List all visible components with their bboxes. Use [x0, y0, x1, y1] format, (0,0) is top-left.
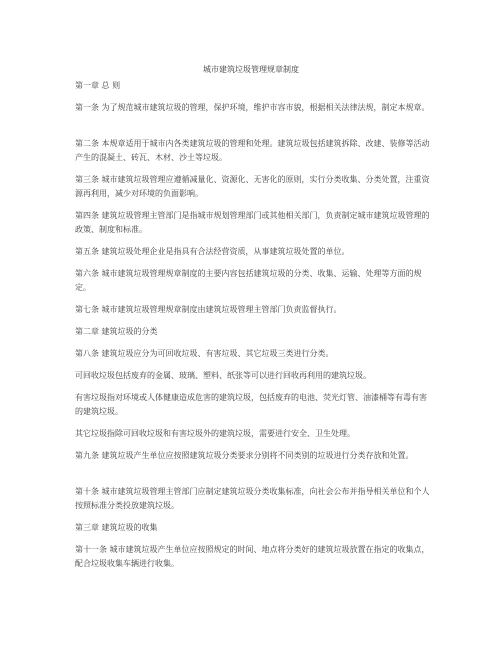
- article-paragraph: 第十条 城市建筑垃圾管理主管部门应制定建筑垃圾分类收集标准，向社会公布并指导相关单位和个人按照标准分类投放建筑垃圾。: [75, 487, 430, 510]
- article-paragraph: 其它垃圾指除可回收垃圾和有害垃圾外的建筑垃圾，需要进行安全、卫生处理。: [75, 429, 355, 438]
- document-title: 城市建筑垃圾管理规章制度: [203, 65, 299, 74]
- article-paragraph: 第三条 城市建筑垃圾管理应遵循减量化、资源化、无害化的原则，实行分类收集、分类处置，注重资源再利用，减少对环境的负面影响。: [75, 175, 430, 198]
- chapter-heading: 第三章 建筑垃圾的收集: [75, 523, 158, 532]
- article-paragraph: 第八条 建筑垃圾应分为可回收垃圾、有害垃圾、其它垃圾三类进行分类。: [75, 349, 334, 358]
- chapter-heading: 第一章 总 则: [75, 81, 121, 90]
- article-paragraph: 有害垃圾指对环境或人体健康造成危害的建筑垃圾，包括废弃的电池、荧光灯管、油漆桶等有毒有害的建筑垃圾。: [75, 393, 427, 416]
- article-paragraph: 第九条 建筑垃圾产生单位应按照建筑垃圾分类要求分别将不同类别的垃圾进行分类存放和处置。: [75, 451, 414, 460]
- article-paragraph: 第五条 建筑垃圾处理企业是指具有合法经营资质，从事建筑垃圾处置的单位。: [75, 247, 350, 256]
- article-paragraph: 第一条 为了规范城市建筑垃圾的管理，保护环境，维护市容市貌，根据相关法律法规，制定本规章。: [75, 103, 430, 112]
- article-paragraph: 第七条 城市建筑垃圾管理规章制度由建筑垃圾管理主管部门负责监督执行。: [75, 305, 342, 314]
- chapter-heading: 第二章 建筑垃圾的分类: [75, 327, 158, 336]
- article-paragraph: 第四条 建筑垃圾管理主管部门是指城市规划管理部门或其他相关部门，负责制定城市建筑垃圾管理的政策、制度和标准。: [75, 211, 430, 234]
- article-paragraph: 可回收垃圾包括废弃的金属、玻璃、塑料、纸张等可以进行回收再利用的建筑垃圾。: [75, 371, 371, 380]
- article-paragraph: 第十一条 城市建筑垃圾产生单位应按照规定的时间、地点将分类好的建筑垃圾放置在指定的收集点，配合垃圾收集车辆进行收集。: [75, 545, 430, 568]
- article-paragraph: 第二条 本规章适用于城市内各类建筑垃圾的管理和处理。建筑垃圾包括建筑拆除、改建、装修等活动产生的混凝土、砖瓦、木材、沙土等垃圾。: [75, 139, 430, 162]
- article-paragraph: 第六条 城市建筑垃圾管理规章制度的主要内容包括建筑垃圾的分类、收集、运输、处理等方面的规定。: [75, 269, 422, 292]
